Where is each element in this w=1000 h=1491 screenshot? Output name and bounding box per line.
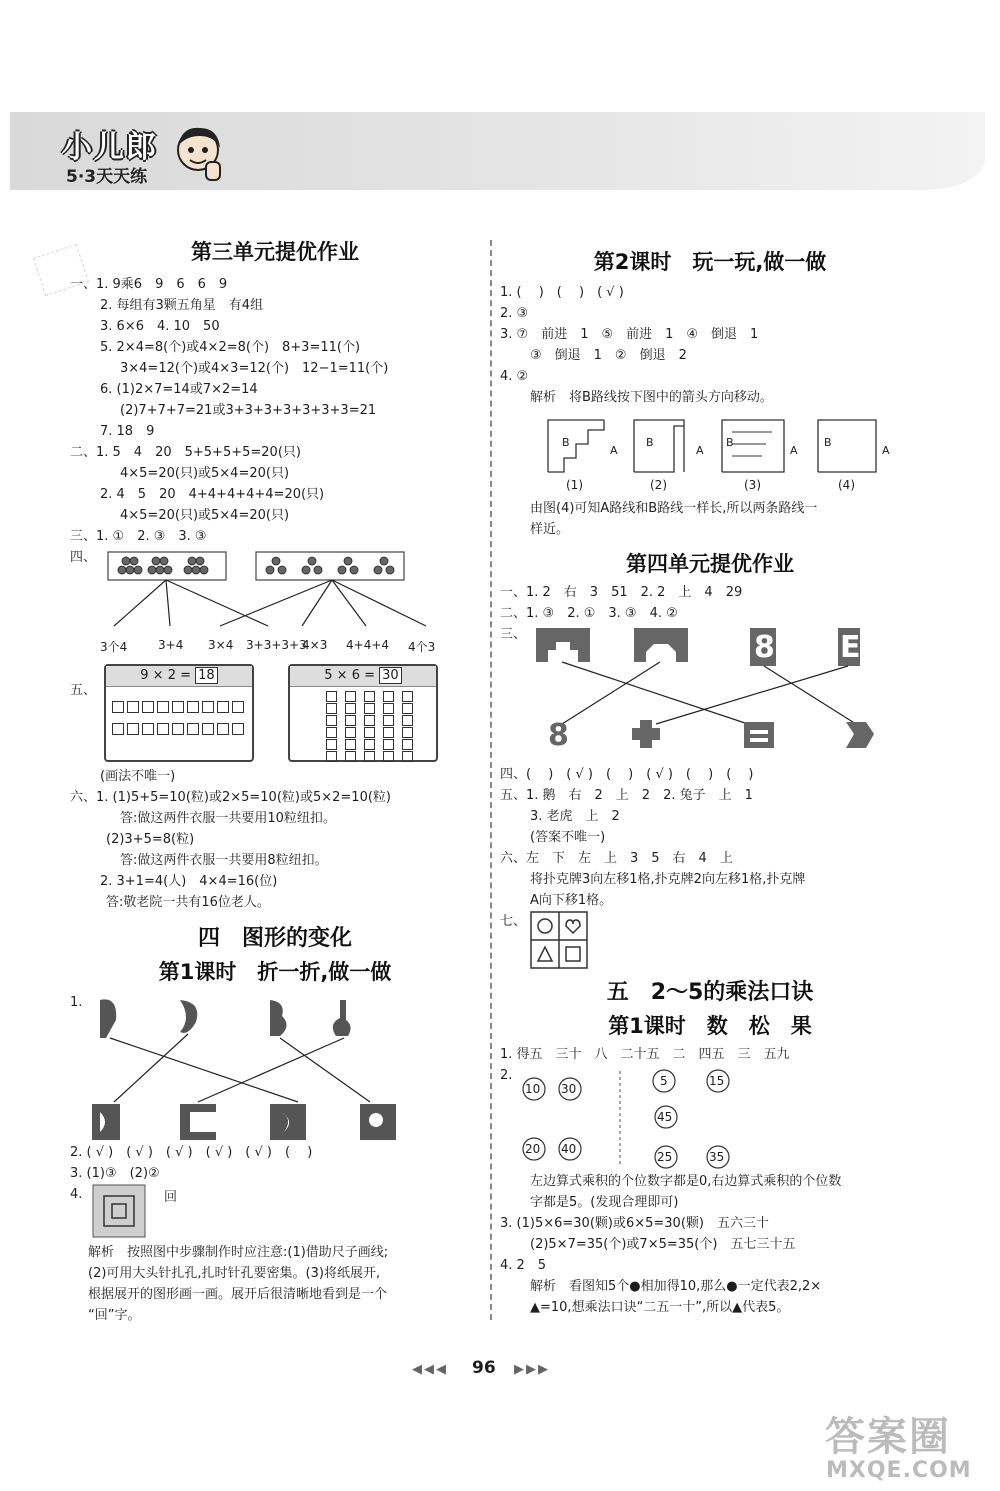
q7-label: 七、 [500,914,527,929]
answer-line: 2. 每组有3颗五角星 有4组 [100,298,264,313]
answer-line: (2)5×7=35(个)或7×5=35(个) 五七三十五 [530,1237,796,1252]
page-number: 96 [472,1358,496,1378]
shape-matching-q3 [500,624,920,764]
multiplication-box-1 [104,664,254,762]
circle-number: 20 [525,1142,541,1156]
circle-number: 40 [561,1142,577,1156]
watermark-logo: 答案圈 [825,1414,951,1460]
route-letter-a: A [882,444,890,457]
lesson-title: 第1课时 折一折,做一做 [158,960,392,984]
analysis-line: (2)可用大头针扎孔,扎时针孔要密集。(3)将纸展开, [88,1266,381,1281]
route-letter-a: A [790,444,798,457]
answer-line: 答:做这两件衣服一共要用10粒纽扣。 [120,811,336,826]
answer-line: (答案不唯一) [530,830,606,845]
box-answer: 30 [379,667,402,684]
analysis-line: 解析 将B路线按下图中的箭头方向移动。 [530,390,773,405]
circle-number: 25 [657,1150,673,1164]
q3-label: 三、 [500,627,527,642]
q5-label: 五、 [70,683,97,698]
matching-figure-q4 [70,550,480,642]
chapter5-title: 五 2～5的乘法口诀 [606,980,814,1005]
q4-label: 4+4+4 [346,638,390,652]
square-grid-2 [326,691,436,762]
circle-number: 30 [561,1082,577,1096]
answer-line: 2. ③ [500,306,529,321]
prev-arrows: ◀◀◀ [412,1362,448,1377]
answer-line: 3. ⑦ 前进 1 ⑤ 前进 1 ④ 倒退 1 [500,327,759,342]
route-figures [500,412,920,498]
q4-label: 4. [70,1187,83,1202]
watermark-url: MXQE.COM [826,1458,972,1483]
answer-line: 6. (1)2×7=14或7×2=14 [100,382,258,397]
route-letter-a: A [696,444,704,457]
route-letter-b: B [726,436,734,449]
circle-number: 35 [709,1150,725,1164]
analysis-line: “回”字。 [88,1308,141,1323]
shape-grid-icon [530,911,588,969]
analysis-line: 解析 按照图中步骤制作时应注意:(1)借助尺子画线; [88,1245,389,1260]
chapter4-title: 四 图形的变化 [197,926,352,951]
q4-label: 3个4 [100,640,128,654]
answer-line: 3. (1)5×6=30(颗)或6×5=30(颗) 五六三十 [500,1216,769,1231]
answer-line: 四、( ) ( √ ) ( ) ( √ ) ( ) ( ) [500,767,754,782]
circle-number: 15 [709,1074,725,1088]
answer-line: 四、 [70,550,97,565]
box-header [290,666,436,687]
next-arrows: ▶▶▶ [514,1362,550,1377]
q4-label: 3+4 [158,638,184,652]
right-column [500,246,920,1318]
q4-label: 3×4 [208,638,234,652]
multiplication-box-2 [288,664,438,762]
figure-caption: (4) [838,478,855,492]
answer-line: 2. 4 5 20 4+4+4+4+4=20(只) [100,487,325,502]
hui-char: 回 [164,1190,178,1205]
answer-line: (2)3+5=8(粒) [106,832,195,847]
answer-line: 将扑克牌3向左移1格,扑克牌2向左移1格,扑克牌 [530,872,806,887]
q2-label: 2. [500,1068,513,1083]
answer-line: 三、1. ① 2. ③ 3. ③ [70,529,207,544]
shape-glyph: 8 [548,718,569,753]
route-letter-b: B [562,436,570,449]
box-header [106,666,252,687]
figure-caption: (3) [744,478,761,492]
q4-label: 3+3+3+3 [246,638,307,652]
answer-line: 1. 得五 三十 八 二十五 二 四五 三 五九 [500,1047,790,1062]
box-formula: 5 × 6 = [324,668,376,683]
answer-line: 3. 6×6 4. 10 50 [100,319,220,334]
answer-line: 左边算式乘积的个位数字都是0,右边算式乘积的个位数 [530,1174,842,1189]
route-letter-a: A [610,444,618,457]
answer-line: 3. 老虎 上 2 [530,809,620,824]
conclusion-line: 样近。 [530,522,570,537]
q4-label: 4个3 [408,640,436,654]
answer-line: 1. ( ) ( ) ( √ ) [500,285,624,300]
conclusion-line: 由图(4)可知A路线和B路线一样长,所以两条路线一 [530,501,818,516]
column-divider [490,240,492,1320]
folding-shapes-icon [70,992,470,1142]
answer-line: 3. (1)③ (2)② [70,1166,160,1181]
analysis-line: ▲=10,想乘法口诀“二五一十”,所以▲代表5。 [530,1300,790,1315]
q4-label: 4×3 [302,638,328,652]
answer-line: 字都是5。(发现合理即可) [530,1195,679,1210]
answer-line: 2. ( √ ) ( √ ) ( √ ) ( √ ) ( √ ) ( ) [70,1145,313,1160]
q4-row [70,1184,480,1242]
route-letter-b: B [824,436,832,449]
answer-line: 二、1. 5 4 20 5+5+5+5=20(只) [70,445,301,460]
unit3-title: 第三单元提优作业 [191,240,359,264]
circles-figure [500,1065,920,1171]
answer-line: 2. 3+1=4(人) 4×4=16(位) [100,874,278,889]
analysis-line: 根据展开的图形画一画。展开后很清晰地看到是一个 [88,1287,388,1302]
answer-line: 答:敬老院一共有16位老人。 [106,895,270,910]
figure-caption: (2) [650,478,667,492]
hui-square-icon [92,1184,146,1238]
q4-label-row [70,638,480,656]
answer-line: 3×4=12(个)或4×3=12(个) 12−1=11(个) [120,361,389,376]
answer-line: 5. 2×4=8(个)或4×2=8(个) 8+3=11(个) [100,340,361,355]
answer-line: 一、1. 2 右 3 51 2. 2 上 4 29 [500,585,743,600]
answer-line: 4×5=20(只)或5×4=20(只) [120,466,290,481]
answer-line: 7. 18 9 [100,424,155,439]
answer-line: ③ 倒退 1 ② 倒退 2 [530,348,687,363]
answer-line: (2)7+7+7=21或3+3+3+3+3+3+3=21 [120,403,377,418]
answer-line: 4. ② [500,369,529,384]
left-column [70,236,480,1326]
box-formula: 9 × 2 = [140,668,192,683]
box-answer: 18 [195,667,218,684]
circle-number: 10 [525,1082,541,1096]
unit4-title: 第四单元提优作业 [626,552,794,576]
q7-row [500,911,920,971]
answer-line: 4. 2 5 [500,1258,547,1273]
circle-number: 5 [660,1074,668,1088]
brand-title: 小儿郎 [62,130,158,165]
answer-line: 六、左 下 左 上 3 5 右 4 上 [500,851,733,866]
figure-caption: (1) [566,478,583,492]
answer-line: 4×5=20(只)或5×4=20(只) [120,508,290,523]
mascot-icon [170,118,230,188]
q5-row [70,662,480,760]
analysis-line: 解析 看图知5个●相加得10,那么●一定代表2,2× [530,1279,822,1294]
lesson-title: 第1课时 数 松 果 [608,1014,812,1038]
folding-figure [70,992,480,1142]
route-letter-b: B [646,436,654,449]
top-margin [0,0,1000,112]
answer-line: A向下移1格。 [530,893,613,908]
circle-number: 45 [657,1110,673,1124]
shape-glyph: 8 [754,630,775,665]
answer-line: 答:做这两件衣服一共要用8粒纽扣。 [120,853,328,868]
square-grid-1 [112,701,252,713]
answer-line: 二、1. ③ 2. ① 3. ③ 4. ② [500,606,678,621]
brand-subtitle: 5·3天天练 [66,167,148,187]
q1-label: 1. [70,995,83,1010]
answer-note: (画法不唯一) [100,769,176,784]
lesson2-title: 第2课时 玩一玩,做一做 [593,250,827,274]
answer-line: 六、1. (1)5+5=10(粒)或2×5=10(粒)或5×2=10(粒) [70,790,391,805]
answer-line: 一、1. 9乘6 9 6 6 9 [70,277,228,292]
answer-line: 五、1. 鹅 右 2 上 2 2. 兔子 上 1 [500,788,753,803]
shape-glyph: E [840,630,861,665]
